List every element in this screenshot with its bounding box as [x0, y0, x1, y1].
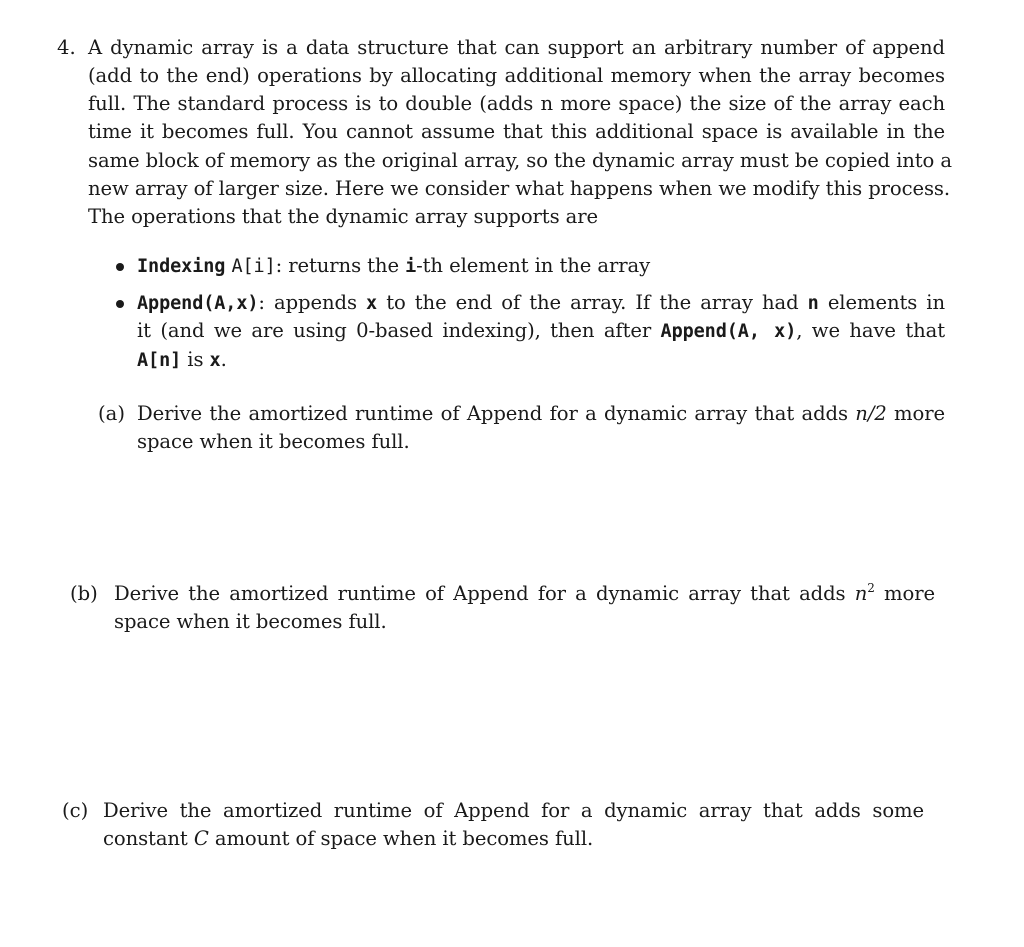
math-expr: n	[854, 582, 868, 605]
math-exponent: 2	[867, 581, 875, 595]
part-line: space when it becomes full.	[114, 610, 387, 633]
part-label: (c)	[62, 799, 89, 822]
append-line: A[n] is x.	[137, 348, 227, 371]
part-line: Derive the amortized runtime of Append for a dynamic array that adds $n^2$ more	[114, 581, 935, 605]
problem-number: 4.	[57, 36, 76, 59]
part-label: (a)	[98, 402, 125, 425]
code: A[i]	[231, 256, 276, 277]
intro-line: time it becomes full. You cannot assume that this additional space is available in the	[88, 120, 945, 143]
code: x	[209, 350, 221, 371]
bullet-dot	[116, 300, 124, 308]
code: Append(A, x)	[660, 321, 797, 342]
code: A[n]	[137, 350, 182, 371]
bullet-dot	[116, 263, 124, 271]
intro-line: full. The standard process is to double (adds n more space) the size of the array each	[88, 92, 945, 115]
list-item-indexing: Indexing A[i]: returns the i-th element in the array	[137, 254, 651, 277]
code: n	[807, 293, 819, 314]
code-word: Indexing	[137, 256, 226, 277]
code: i	[405, 256, 417, 277]
math-expr: n/2	[855, 402, 887, 425]
part-label: (b)	[70, 582, 98, 605]
code: Append(A,x)	[137, 293, 259, 314]
intro-line: The operations that the dynamic array supports are	[88, 205, 599, 228]
part-line: constant C amount of space when it becomes full.	[103, 827, 594, 850]
append-line: Append(A,x): appends x to the end of the array. If the array had n elements in	[137, 291, 945, 314]
intro-line: (add to the end) operations by allocating additional memory when the array becomes	[88, 64, 945, 87]
append-line: it (and we are using 0-based indexing), then after Append(A, x), we have that	[137, 319, 945, 342]
part-line: space when it becomes full.	[137, 430, 410, 453]
intro-line: new array of larger size. Here we consider what happens when we modify this process.	[88, 177, 951, 200]
intro-line: same block of memory as the original array, so the dynamic array must be copied into a	[88, 149, 952, 172]
code: x	[366, 293, 378, 314]
intro-line: A dynamic array is a data structure that can support an arbitrary number of append	[88, 36, 945, 59]
part-line: Derive the amortized runtime of Append for a dynamic array that adds n/2 more	[137, 402, 945, 425]
math-expr: C	[193, 827, 209, 850]
part-line: Derive the amortized runtime of Append for a dynamic array that adds some	[103, 799, 924, 822]
